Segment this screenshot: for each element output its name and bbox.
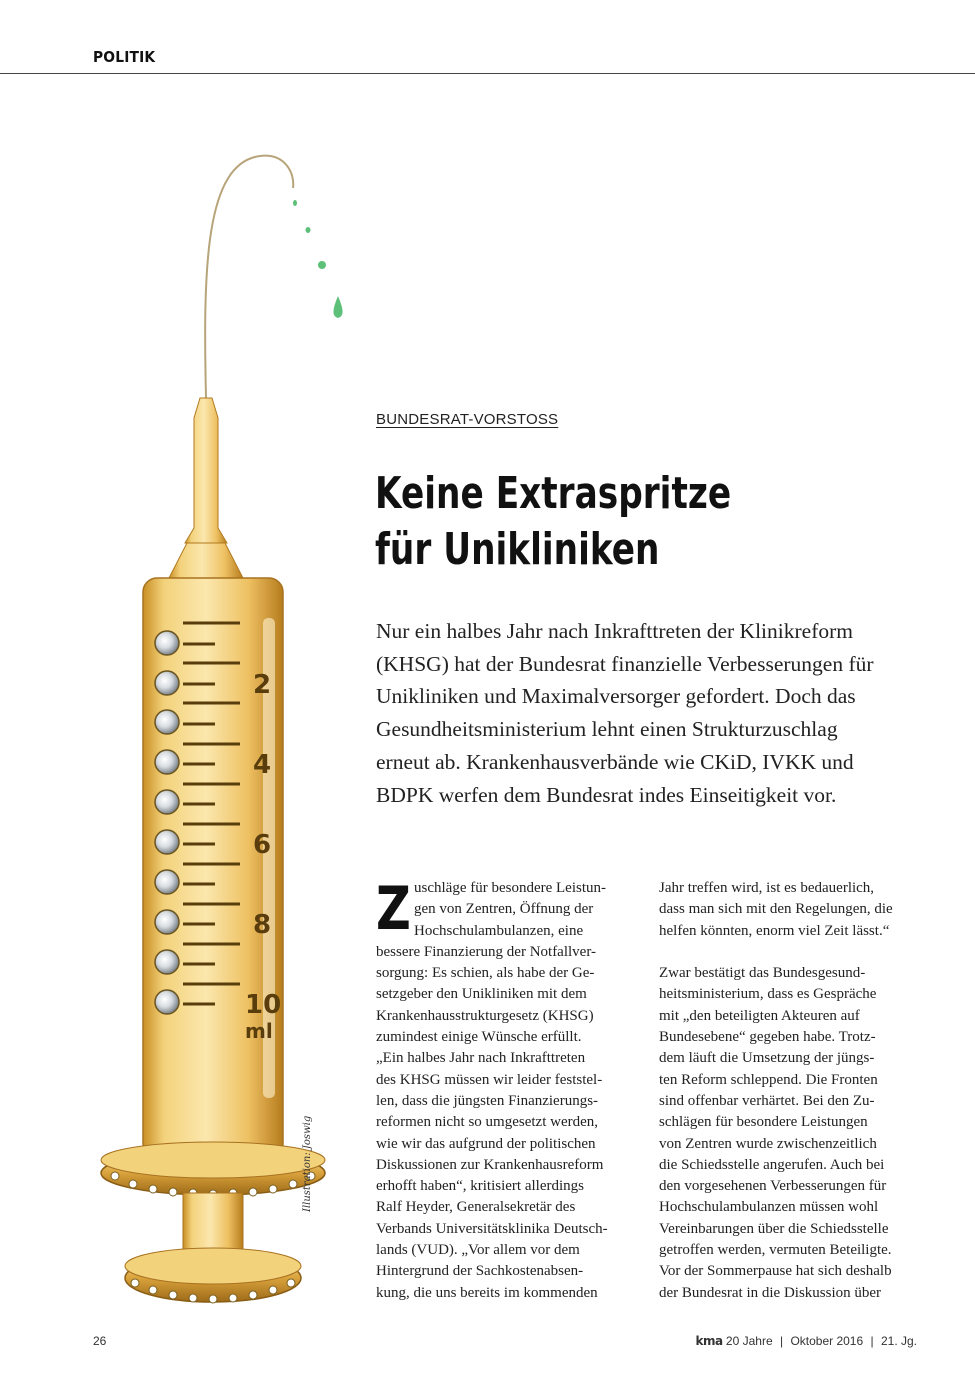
body-line: den vorgesehenen Verbesserungen für	[659, 1178, 887, 1195]
body-line: reformen nicht so umgesetzt werden,	[376, 1114, 599, 1131]
body-line: Vereinbarungen über die Schiedsstelle	[659, 1220, 889, 1237]
drop-cap: Z	[376, 874, 411, 944]
scale-label-8: 8	[253, 910, 272, 940]
body-column-1	[376, 874, 632, 1304]
body-line: von Zentren wurde zwischenzeitlich	[659, 1135, 877, 1152]
headline	[375, 466, 812, 578]
body-line: zumindest einige Wünsche erfüllt.	[376, 1029, 582, 1046]
body-line: ten Reform schleppend. Die Fronten	[659, 1071, 878, 1088]
body-line: Bundesebene“ gegeben habe. Trotz-	[659, 1029, 876, 1046]
scale-label-10: 10	[245, 990, 282, 1020]
body-line: Jahr treffen wird, ist es bedauerlich,	[659, 880, 875, 896]
body-line: heitsministerium, dass es Gespräche	[659, 986, 877, 1003]
brand-logo: kma	[695, 1334, 723, 1348]
body-line: „Ein halbes Jahr nach Inkrafttreten	[376, 1050, 586, 1067]
body-line: Krankenhausstrukturgesetz (KHSG)	[376, 1007, 594, 1024]
body-line: Verbands Universitätsklinika Deutsch-	[376, 1220, 608, 1237]
drop	[306, 227, 311, 233]
illustration-credit: Illustration: Joswig	[302, 1115, 313, 1212]
edition: 20 Jahre	[725, 1334, 773, 1348]
body-line: mit „den beteiligten Akteuren auf	[659, 1007, 860, 1024]
needle-hub	[185, 398, 227, 543]
body-line: setzgeber den Unikliniken mit dem	[376, 986, 587, 1003]
body-line: schlägen für besondere Leistungen	[659, 1114, 868, 1131]
drop	[318, 261, 326, 269]
body-line: dem läuft die Umsetzung der jüngs-	[659, 1050, 875, 1067]
scale-label-ml: ml	[245, 1019, 273, 1043]
footer-issue-info	[695, 1334, 917, 1348]
separator: |	[779, 1334, 784, 1348]
body-line: getroffen werden, vermuten Beteiligte.	[659, 1242, 892, 1259]
kicker: BUNDESRAT-VORSTOSS	[376, 411, 559, 428]
lead-line: Gesundheitsministerium lehnt einen Strukturzuschlag	[376, 717, 838, 742]
barrel	[143, 578, 283, 1158]
lead-line: erneut ab. Krankenhausverbände wie CKiD, IVKK und	[376, 749, 854, 774]
body-line: len, dass die jüngsten Finanzierungs-	[376, 1092, 599, 1109]
body-line: kung, die uns bereits im kommenden	[376, 1284, 598, 1301]
body-column-2	[659, 878, 915, 1304]
body-line: dass man sich mit den Regelungen, die	[659, 901, 893, 918]
body-line: lands (VUD). „Vor allem vor dem	[376, 1242, 580, 1259]
headline-line: für Unikliniken	[375, 524, 660, 575]
drop	[333, 296, 342, 318]
lead-line: (KHSG) hat der Bundesrat finanzielle Verbesserungen für	[376, 651, 874, 676]
body-line: Hochschulambulanzen müssen wohl	[659, 1199, 879, 1216]
body-line: des KHSG müssen wir leider feststel-	[376, 1071, 603, 1088]
issue-date: Oktober 2016	[790, 1334, 864, 1348]
lead-line: Nur ein halbes Jahr nach Inkrafttreten der Klinikreform	[376, 619, 853, 643]
section-label: POLITIK	[93, 48, 156, 66]
body-line: bessere Finanzierung der Notfallver-	[376, 943, 597, 960]
separator: |	[870, 1334, 874, 1348]
paragraph-gap	[659, 942, 915, 963]
needle	[205, 156, 293, 398]
lead-paragraph	[376, 615, 916, 811]
lead-line: Unikliniken und Maximalversorger gefordert. Doch das	[376, 684, 856, 709]
header-rule	[0, 73, 975, 74]
body-line: uschläge für besondere Leistun-	[414, 880, 607, 896]
volume: 21. Jg.	[880, 1334, 917, 1348]
body-line: helfen könnten, enorm viel Zeit lässt.“	[659, 922, 890, 939]
body-line: wie wir das aufgrund der politischen	[376, 1135, 596, 1152]
body-line: Hintergrund der Sachkostenabsen-	[376, 1263, 584, 1280]
body-line: erhofft haben“, kritisiert allerdings	[376, 1178, 584, 1195]
body-line: Diskussionen zur Krankenhausreform	[376, 1156, 604, 1173]
page-number: 26	[93, 1334, 107, 1348]
body-line: sind offenbar verhärtet. Bei den Zu-	[659, 1092, 875, 1109]
drop	[293, 200, 297, 206]
body-line: Zwar bestätigt das Bundesgesund-	[659, 965, 866, 982]
scale-label-4: 4	[253, 750, 272, 780]
scale-label-2: 2	[253, 670, 272, 700]
headline-line: Keine Extraspritze	[375, 468, 732, 519]
lead-line: BDPK werfen dem Bundesrat indes Einseitigkeit vor.	[376, 782, 837, 807]
body-line: die Schiedsstelle angerufen. Auch bei	[659, 1156, 885, 1173]
body-line: gen von Zentren, Öffnung der	[414, 901, 594, 918]
body-line: sorgung: Es schien, als habe der Ge-	[376, 965, 595, 982]
body-line: Hochschulambulanzen, eine	[414, 922, 584, 939]
body-line: Vor der Sommerpause hat sich deshalb	[659, 1263, 892, 1280]
body-line: der Bundesrat in die Diskussion über	[659, 1284, 882, 1301]
scale-label-6: 6	[253, 830, 272, 860]
body-line: Ralf Heyder, Generalsekretär des	[376, 1199, 576, 1216]
